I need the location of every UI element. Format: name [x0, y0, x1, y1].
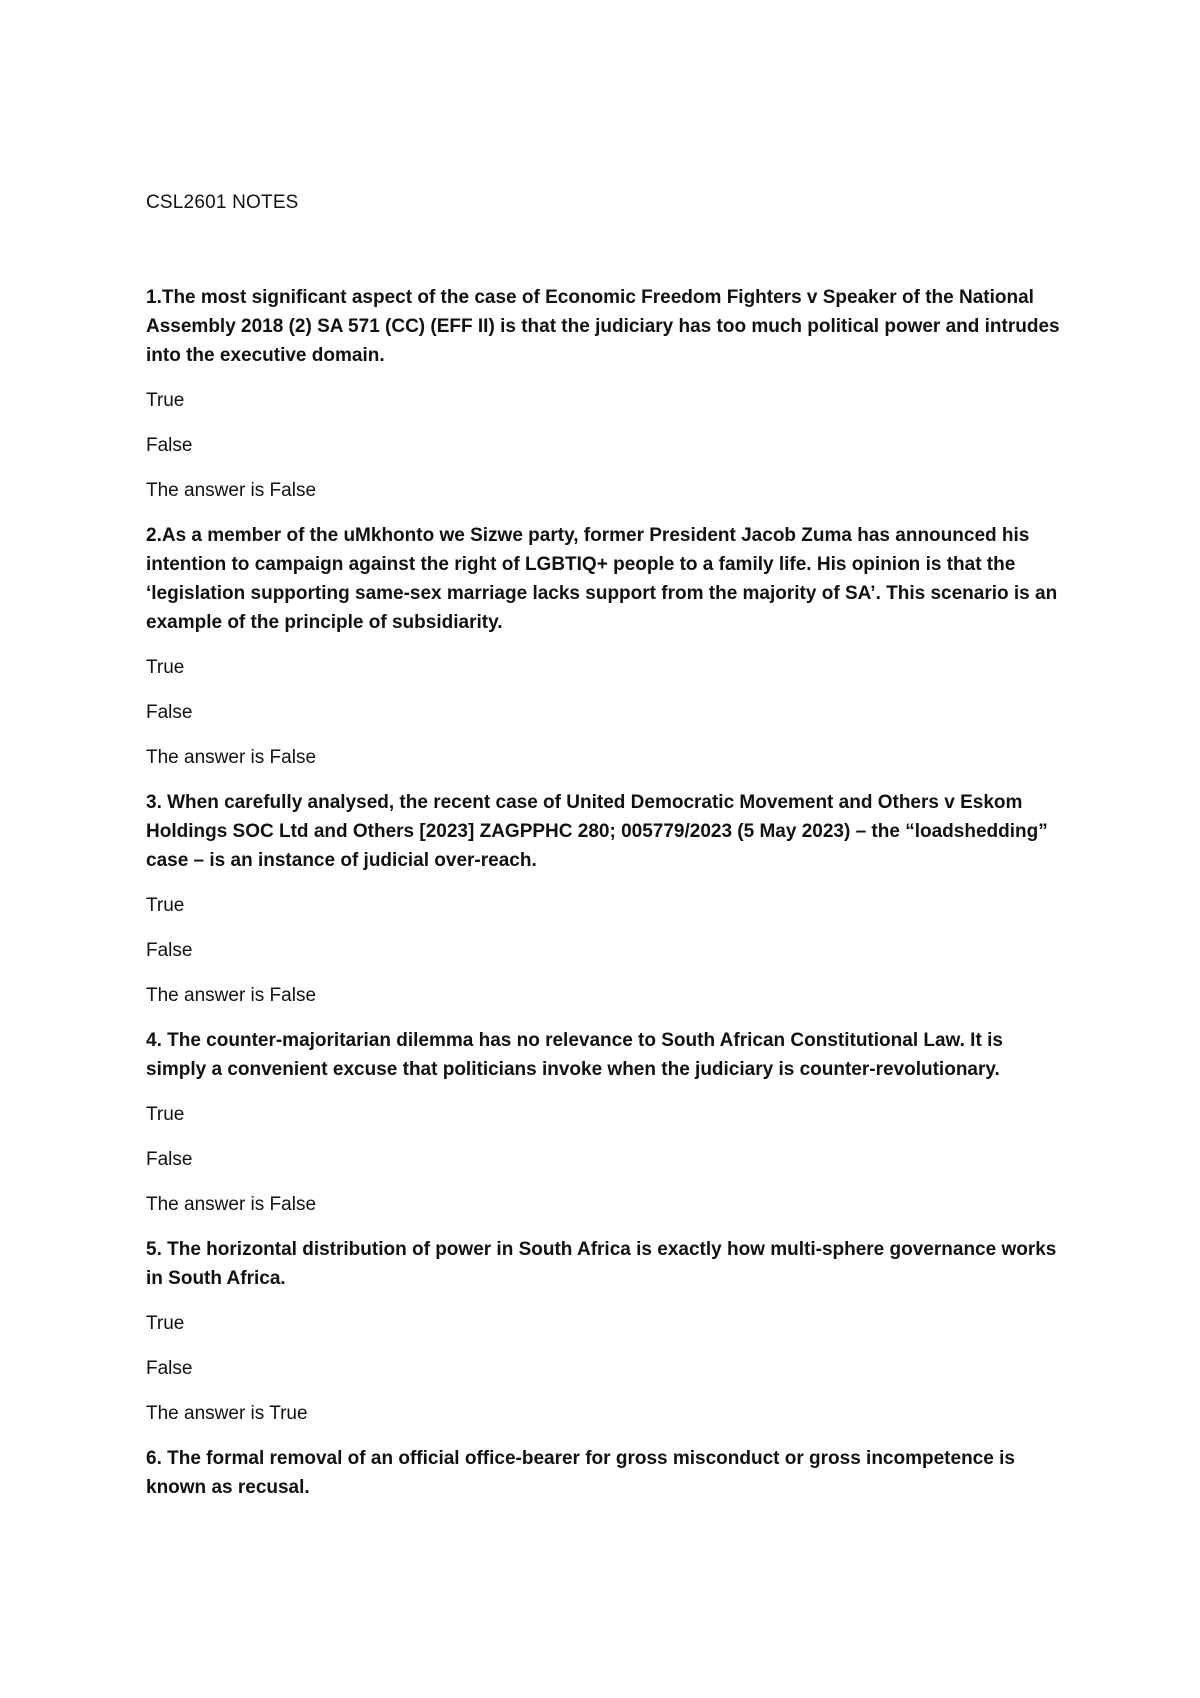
- question-3-answer: The answer is False: [146, 985, 317, 1006]
- question-1-option-true: True: [146, 390, 185, 411]
- question-2-answer: The answer is False: [146, 747, 317, 768]
- document-title: CSL2601 NOTES: [146, 192, 299, 213]
- question-5-option-true: True: [146, 1313, 185, 1334]
- question-5-answer: The answer is True: [146, 1403, 308, 1424]
- question-1-option-false: False: [146, 435, 193, 456]
- question-4-answer: The answer is False: [146, 1194, 317, 1215]
- question-3-option-true: True: [146, 895, 185, 916]
- question-4-option-false: False: [146, 1149, 193, 1170]
- document-body: [146, 283, 1066, 1518]
- question-3-text: 3. When carefully analysed, the recent case of United Democratic Movement and Others v Eskom Holdings SOC Ltd and Others [2023] ZAGPPHC 280; 005779/2023 (5 May 2023) – the “loadshedding” case – is an instance of judicial over-reach.: [146, 792, 1048, 871]
- question-4-text: 4. The counter-majoritarian dilemma has no relevance to South African Constitutional Law. It is simply a convenient excuse that politicians invoke when the judiciary is counter-revolutionary.: [146, 1030, 1003, 1080]
- question-2-option-true: True: [146, 657, 185, 678]
- question-3-option-false: False: [146, 940, 193, 961]
- question-6-text: 6. The formal removal of an official office-bearer for gross misconduct or gross incompetence is known as recusal.: [146, 1448, 1015, 1498]
- question-1-text: 1.The most significant aspect of the case of Economic Freedom Fighters v Speaker of the National Assembly 2018 (2) SA 571 (CC) (EFF II) is that the judiciary has too much political power and intrudes into the executive domain.: [146, 287, 1060, 366]
- question-5-text: 5. The horizontal distribution of power in South Africa is exactly how multi-sphere governance works in South Africa.: [146, 1239, 1057, 1289]
- question-2-option-false: False: [146, 702, 193, 723]
- question-5-option-false: False: [146, 1358, 193, 1379]
- question-2-text: 2.As a member of the uMkhonto we Sizwe party, former President Jacob Zuma has announced his intention to campaign against the right of LGBTIQ+ people to a family life. His opinion is that the ‘legislation supporting same-sex marriage lacks support from the majority of SA’. This scenario is an example of the principle of subsidiarity.: [146, 525, 1058, 633]
- question-4-option-true: True: [146, 1104, 185, 1125]
- question-1-answer: The answer is False: [146, 480, 317, 501]
